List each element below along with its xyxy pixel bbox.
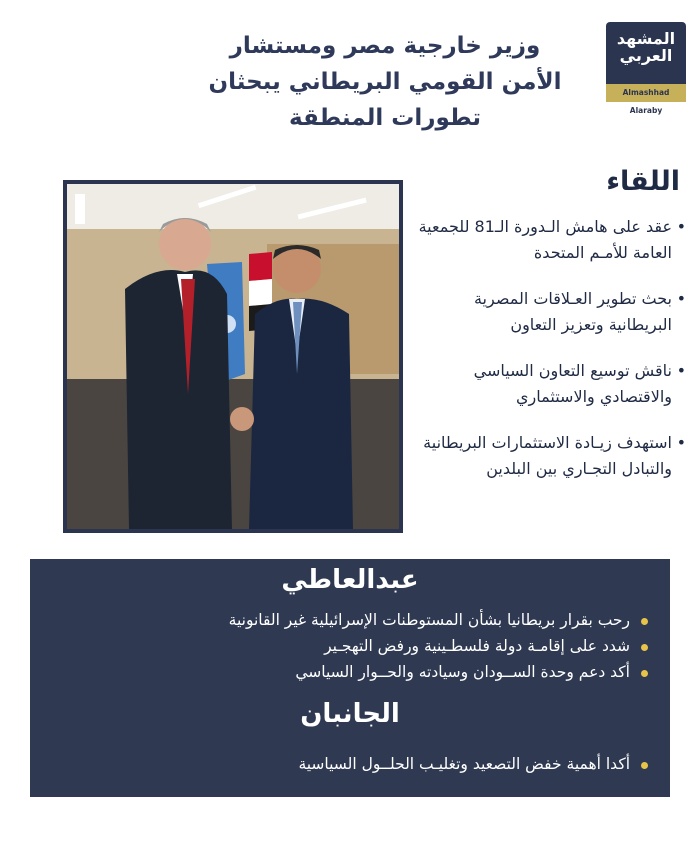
headline-line2: الأمن القومي البريطاني يبحثان bbox=[208, 69, 562, 95]
logo-arabic bbox=[606, 30, 686, 64]
both-sides-list bbox=[90, 751, 650, 777]
photo-frame bbox=[63, 180, 403, 533]
meeting-item: • ناقش توسيع التعاون السياسي والاقتصادي والاستثماري bbox=[418, 358, 686, 410]
headline bbox=[190, 28, 580, 136]
meeting-title: اللقاء bbox=[606, 166, 680, 197]
meeting-item: • بحث تطوير العـلاقات المصرية البريطانية وتعزيز التعاون bbox=[418, 286, 686, 338]
abdelatty-title: عبدالعاطي bbox=[281, 565, 419, 595]
headline-line3: تطورات المنطقة bbox=[289, 105, 481, 131]
logo-english: Almashhad Alaraby bbox=[606, 84, 686, 102]
meeting-photo bbox=[67, 184, 399, 529]
statements-panel bbox=[30, 559, 670, 797]
meeting-photo-illustration bbox=[67, 184, 399, 529]
headline-line1: وزير خارجية مصر ومستشار bbox=[229, 33, 541, 59]
logo-arabic-line1: المشهد bbox=[616, 29, 676, 48]
abdelatty-item: شدد على إقامـة دولة فلسطـينية ورفض التهجـير bbox=[90, 633, 650, 659]
both-sides-item: أكدا أهمية خفض التصعيد وتغليـب الحلــول السياسية bbox=[90, 751, 650, 777]
brand-logo bbox=[606, 22, 686, 115]
abdelatty-list bbox=[90, 607, 650, 685]
abdelatty-item: رحب بقرار بريطانيا بشأن المستوطنات الإسرائيلية غير القانونية bbox=[90, 607, 650, 633]
meeting-item: • استهدف زيـادة الاستثمارات البريطانية والتبادل التجـاري بين البلدين bbox=[418, 430, 686, 482]
both-sides-title: الجانبان bbox=[300, 699, 400, 729]
meeting-item: • عقد على هامش الـدورة الـ81 للجمعية العامة للأمـم المتحدة bbox=[418, 214, 686, 266]
meeting-list bbox=[418, 214, 686, 502]
logo-arabic-line2: العربي bbox=[619, 46, 673, 65]
abdelatty-item: أكد دعم وحدة الســودان وسيادته والحــوار السياسي bbox=[90, 659, 650, 685]
